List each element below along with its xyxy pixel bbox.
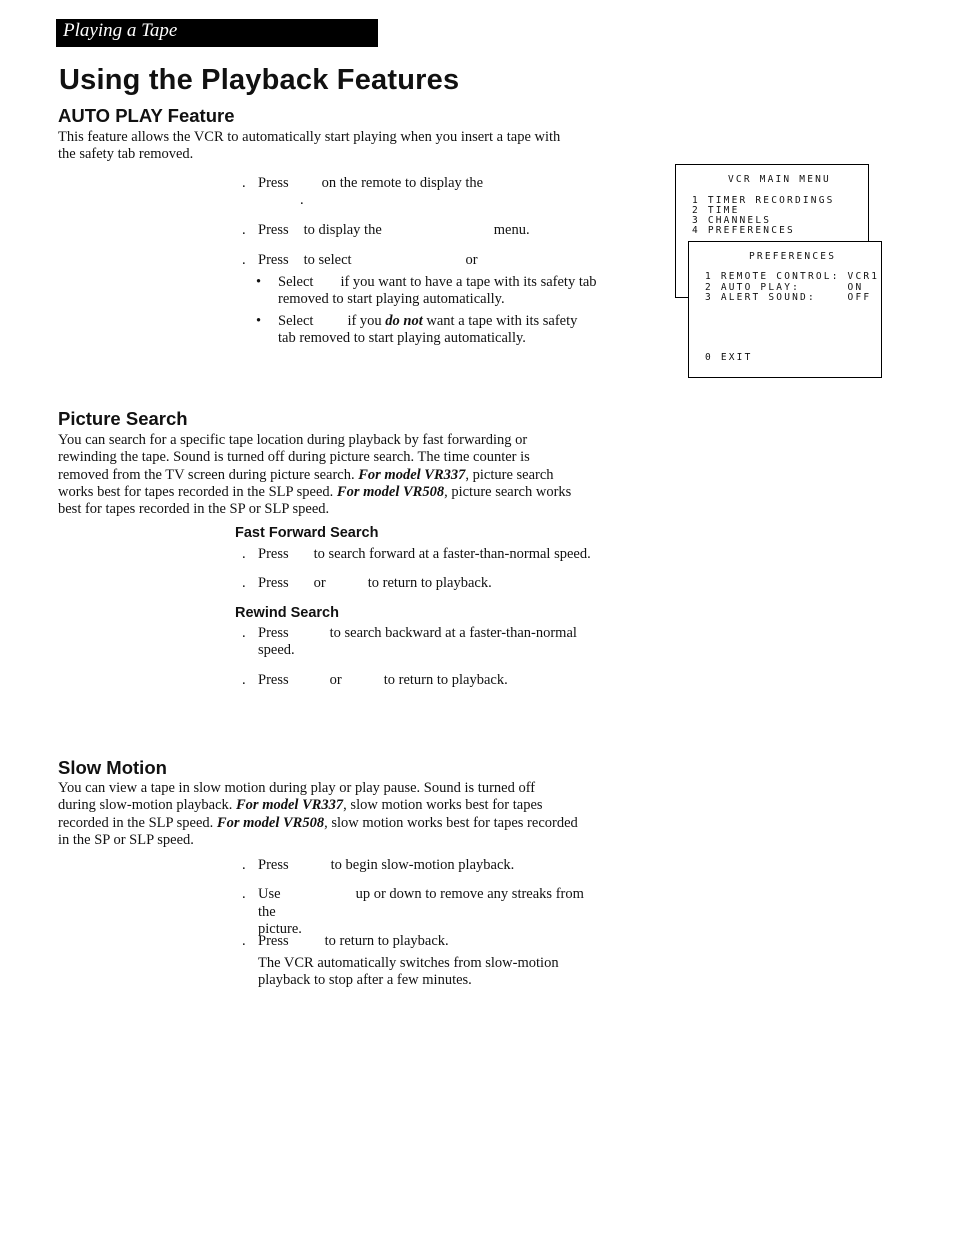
step-text: or: [329, 672, 342, 688]
bullet-text: tab removed to start playing automatically.: [278, 330, 526, 347]
step-text: menu.: [493, 222, 530, 238]
step-text: Press: [258, 933, 289, 949]
menu-title: PREFERENCES: [749, 251, 837, 262]
bullet-icon: •: [256, 313, 262, 329]
model-emphasis: For model VR508: [336, 483, 445, 500]
step-marker: .: [242, 886, 246, 902]
paragraph-text: removed from the TV screen during picture search.: [58, 466, 355, 483]
step-text: to search backward at a faster-than-normal: [329, 625, 577, 641]
bullet-icon: •: [256, 274, 262, 290]
rewind-heading: Rewind Search: [235, 605, 339, 621]
step-text: to return to playback.: [383, 672, 508, 688]
picture-search-intro: [58, 432, 571, 518]
step-marker: .: [242, 175, 246, 191]
step-text: to return to playback.: [367, 575, 492, 591]
note-line: playback to stop after a few minutes.: [258, 972, 472, 989]
slow-motion-intro: [58, 780, 578, 849]
bullet-text: Select: [278, 313, 314, 329]
auto-play-heading: AUTO PLAY Feature: [58, 105, 235, 126]
slow-motion-note: [258, 955, 559, 990]
step-marker: .: [242, 625, 246, 641]
menu-item: 1 REMOTE CONTROL: VCR1: [705, 271, 880, 282]
menu-item: 3 ALERT SOUND: OFF: [705, 292, 872, 303]
menu-item: 2 AUTO PLAY: ON: [705, 282, 864, 293]
menu-item: 4 PREFERENCES: [692, 225, 795, 236]
paragraph-line: You can view a tape in slow motion during play or play pause. Sound is turned off: [58, 780, 536, 796]
bullet-text: want a tape with its safety: [426, 313, 578, 329]
model-emphasis: For model VR508: [216, 814, 325, 831]
step-text: to begin slow-motion playback.: [330, 857, 515, 873]
paragraph-line: in the SP or SLP speed.: [58, 831, 194, 848]
preferences-menu-screen: [688, 241, 882, 378]
paragraph-text: during slow-motion playback.: [58, 797, 233, 814]
step-text: Use: [258, 886, 281, 902]
model-emphasis: For model VR337: [358, 466, 466, 483]
paragraph-text: , slow motion works best for tapes recorded: [324, 814, 578, 831]
paragraph-line: best for tapes recorded in the SP or SLP speed.: [58, 501, 330, 518]
menu-exit-item: 0 EXIT: [705, 352, 753, 363]
slow-motion-heading: Slow Motion: [58, 757, 167, 778]
page-title: Using the Playback Features: [59, 64, 460, 96]
step-marker: .: [242, 575, 246, 591]
note-line: The VCR automatically switches from slow-motion: [258, 955, 559, 971]
paragraph-line: rewinding the tape. Sound is turned off during picture search. The time counter is: [58, 449, 530, 466]
step-text: .: [300, 192, 304, 208]
section-tab: [56, 19, 378, 47]
step-marker: .: [242, 933, 246, 949]
step-marker: .: [242, 252, 246, 268]
model-emphasis: For model VR337: [236, 797, 344, 814]
step-text: Press: [258, 252, 289, 268]
menu-item: 1 TIMER RECORDINGS: [692, 195, 835, 206]
step-text: up or down to remove any streaks from: [355, 886, 584, 902]
paragraph-text: works best for tapes recorded in the SLP speed.: [58, 483, 334, 500]
step-text: Press: [258, 672, 289, 688]
auto-play-intro-line: This feature allows the VCR to automatically start playing when you insert a tape with: [58, 129, 561, 145]
section-tab-label: Playing a Tape: [63, 20, 178, 41]
step-text: or: [465, 252, 478, 268]
menu-item: 2 TIME: [692, 205, 740, 216]
step-text: Press: [258, 625, 289, 641]
picture-search-heading: Picture Search: [58, 408, 188, 429]
step-text: to display the: [303, 222, 382, 238]
bullet-emphasis: do not: [385, 313, 423, 329]
menu-item: 3 CHANNELS: [692, 215, 772, 226]
menu-title: VCR MAIN MENU: [728, 174, 831, 185]
step-text: or: [313, 575, 326, 591]
step-text: to select: [303, 252, 352, 268]
paragraph-text: , picture search: [465, 466, 554, 483]
paragraph-text: , slow motion works best for tapes: [343, 797, 543, 814]
step-text: speed.: [258, 642, 295, 658]
step-text: Press: [258, 575, 289, 591]
bullet-text: if you: [347, 313, 382, 329]
paragraph-line: You can search for a specific tape location during playback by fast forwarding or: [58, 432, 528, 448]
step-text: to search forward at a faster-than-normal speed.: [313, 546, 591, 562]
step-text: Press: [258, 546, 289, 562]
bullet-text: if you want to have a tape with its safety tab: [340, 274, 597, 290]
step-marker: .: [242, 222, 246, 238]
auto-play-intro-line: the safety tab removed.: [58, 146, 194, 163]
step-marker: .: [242, 857, 246, 873]
step-text: to return to playback.: [324, 933, 449, 949]
step-text: Press: [258, 857, 289, 873]
step-text: the picture.: [258, 904, 302, 938]
step-text: Press: [258, 175, 289, 191]
step-text: on the remote to display the: [321, 175, 484, 191]
step-marker: .: [242, 546, 246, 562]
step-marker: .: [242, 672, 246, 688]
paragraph-text: , picture search works: [444, 483, 572, 500]
step-text: Press: [258, 222, 289, 238]
paragraph-text: recorded in the SLP speed.: [58, 814, 214, 831]
fast-forward-heading: Fast Forward Search: [235, 525, 379, 541]
auto-play-intro: [58, 129, 560, 164]
bullet-text: removed to start playing automatically.: [278, 291, 505, 308]
bullet-text: Select: [278, 274, 314, 290]
